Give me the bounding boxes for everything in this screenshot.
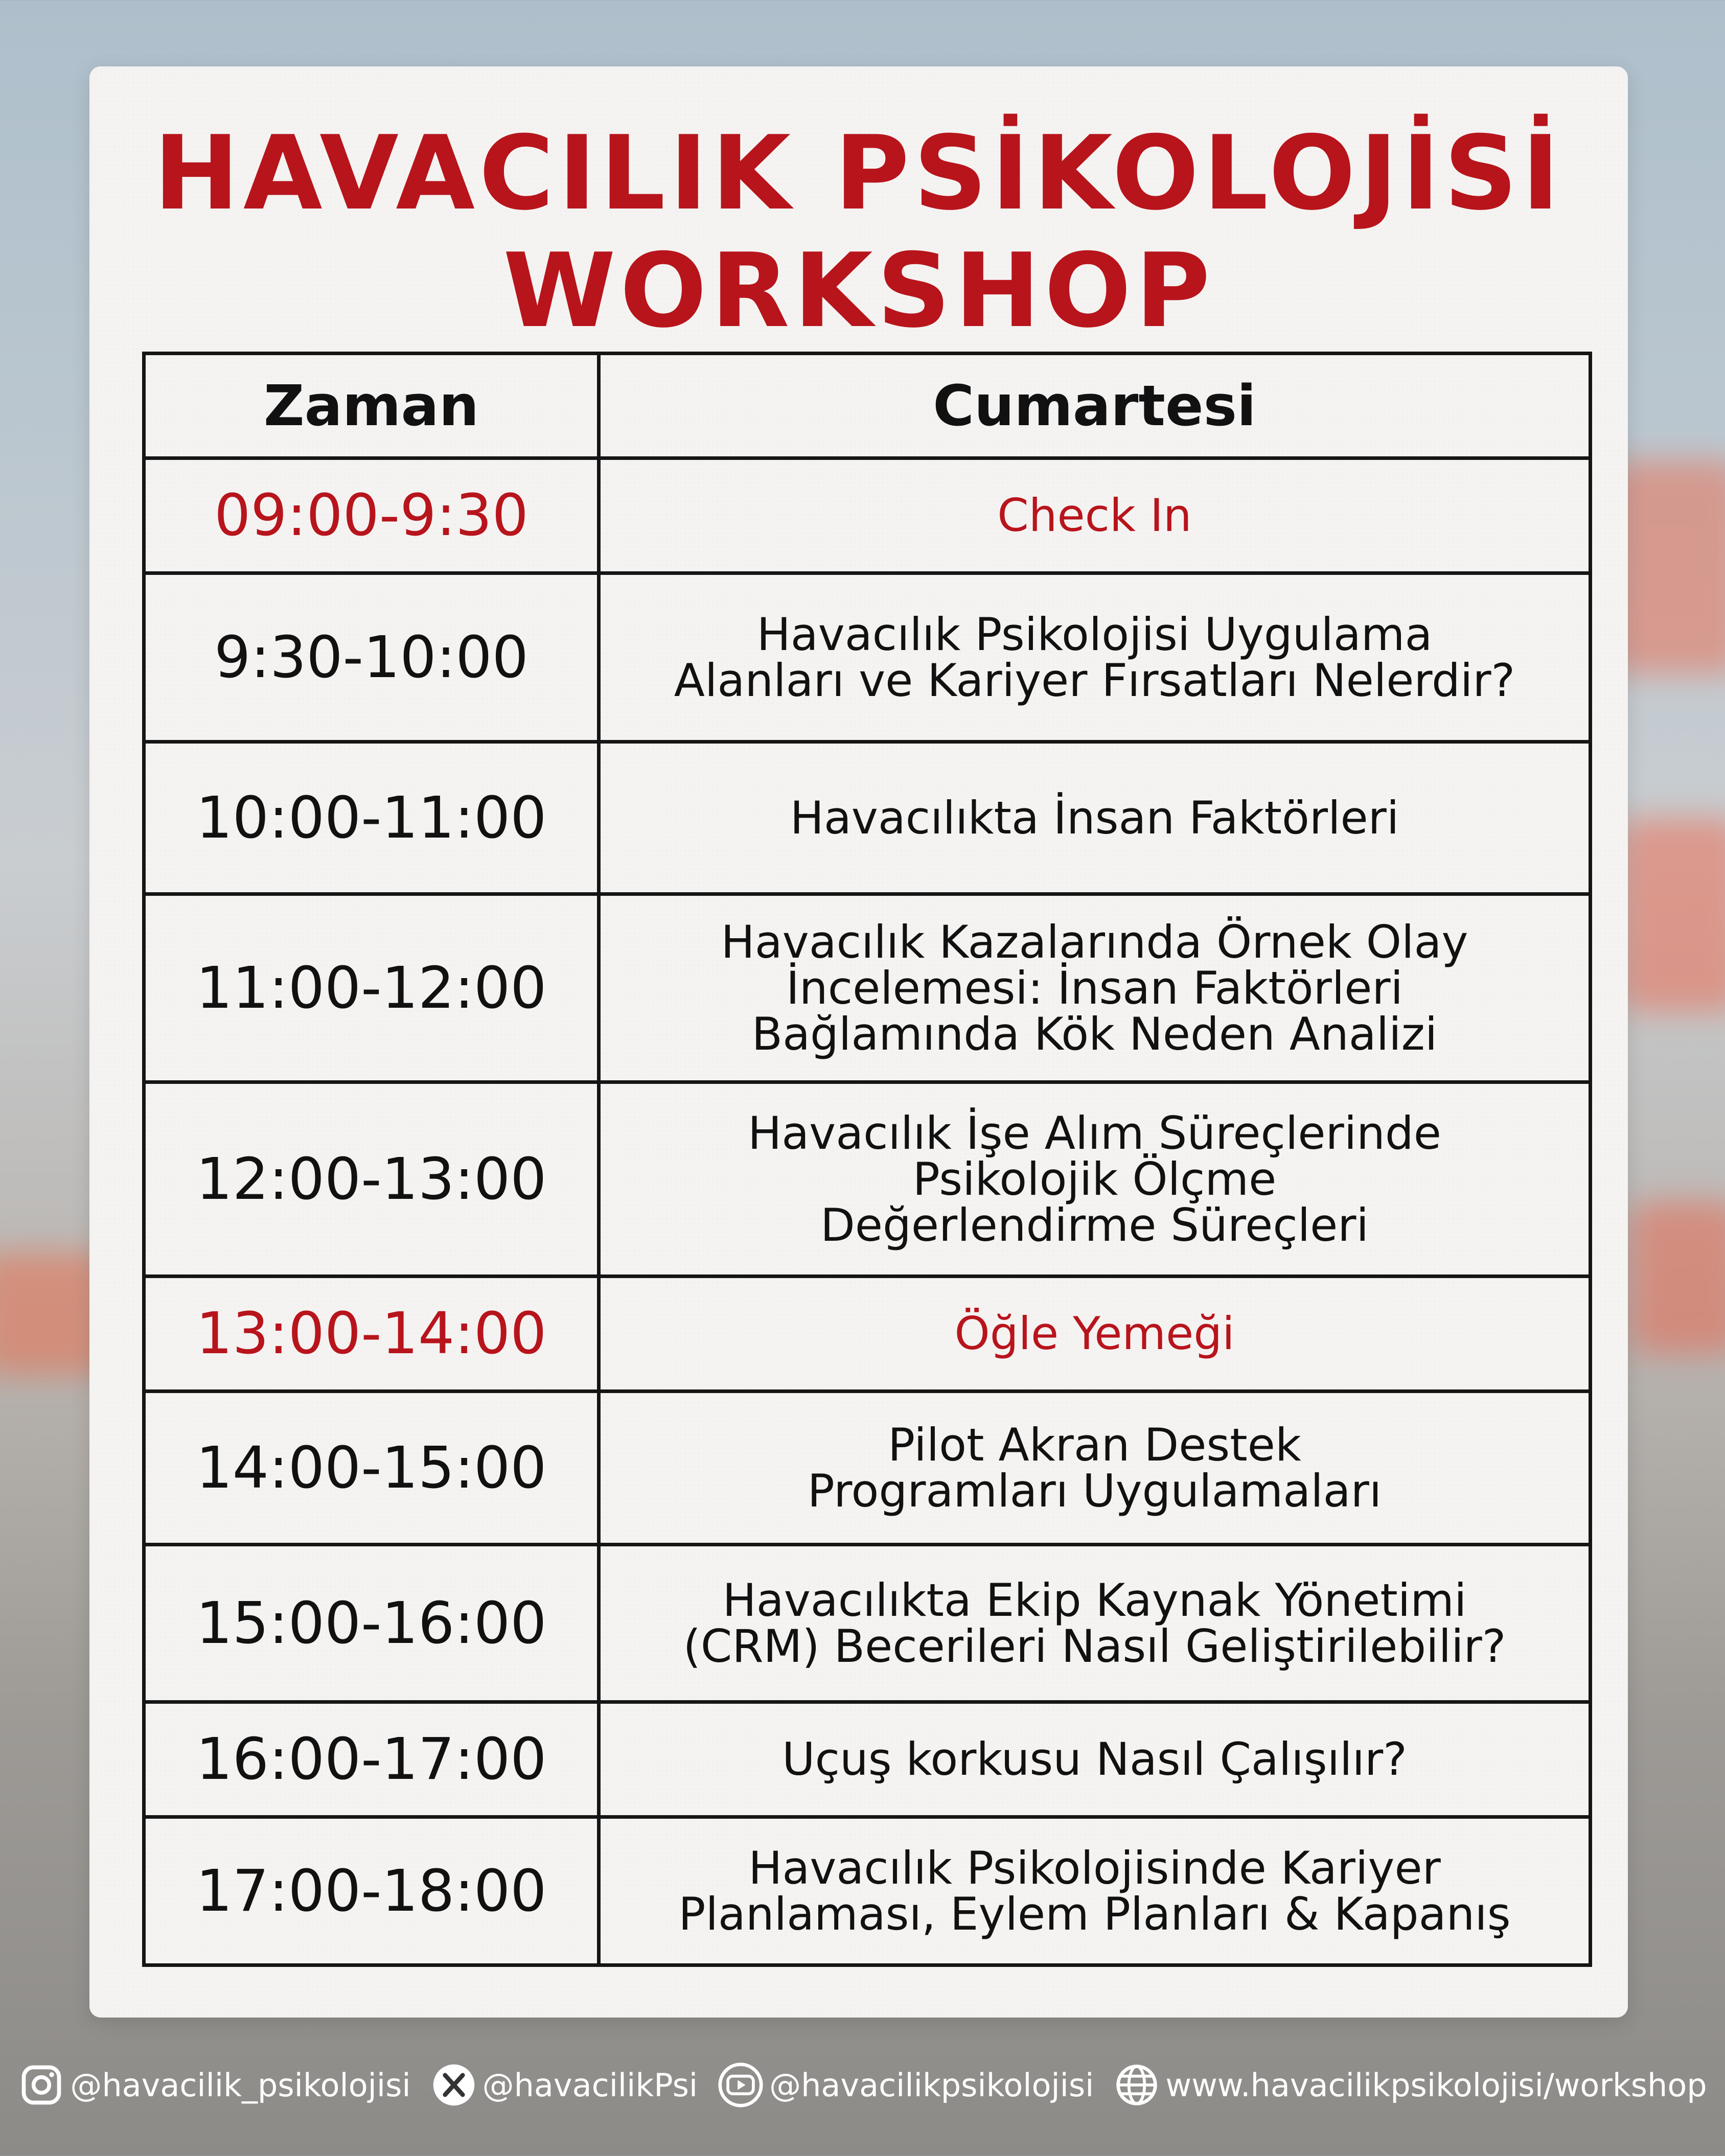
row-time: 09:00-9:30 (144, 458, 599, 573)
row-topic: Havacılıkta İnsan Faktörleri (599, 742, 1591, 894)
table-row (144, 573, 1591, 742)
row-time: 17:00-18:00 (144, 1817, 599, 1965)
row-topic: Havacılık Kazalarında Örnek Olay İncelemesi: İnsan Faktörleri Bağlamında Kök Neden Analizi (599, 894, 1591, 1082)
page-subtitle: WORKSHOP (503, 231, 1214, 351)
row-time: 9:30-10:00 (144, 573, 599, 742)
footer-social-links (0, 2059, 1725, 2111)
row-time: 12:00-13:00 (144, 1082, 599, 1277)
row-time: 15:00-16:00 (144, 1545, 599, 1702)
table-row (144, 1545, 1591, 1702)
row-topic: Uçuş korkusu Nasıl Çalışılır? (599, 1702, 1591, 1817)
header-time: Zaman (144, 354, 599, 458)
table-row (144, 458, 1591, 573)
row-topic: Havacılık Psikolojisi Uygulama Alanları ve Kariyer Fırsatları Nelerdir? (599, 573, 1591, 742)
row-topic: Havacılıkta Ekip Kaynak Yönetimi (CRM) Becerileri Nasıl Geliştirilebilir? (599, 1545, 1591, 1702)
website-url: www.havacilikpsikolojisi/workshop (1165, 2066, 1707, 2104)
x-handle: @havacilikPsi (482, 2066, 698, 2104)
table-row (144, 1392, 1591, 1545)
schedule-table (142, 352, 1592, 1967)
youtube-handle: @havacilikpsikolojisi (769, 2066, 1094, 2104)
instagram-icon (18, 2061, 65, 2108)
x-icon (430, 2061, 477, 2108)
row-topic: Check In (599, 458, 1591, 573)
header-day: Cumartesi (599, 354, 1591, 458)
youtube-icon (717, 2061, 764, 2108)
website-link[interactable] (1113, 2061, 1707, 2108)
table-row (144, 1277, 1591, 1392)
row-topic: Havacılık Psikolojisinde Kariyer Planlaması, Eylem Planları & Kapanış (599, 1817, 1591, 1965)
row-time: 14:00-15:00 (144, 1392, 599, 1545)
globe-icon (1113, 2061, 1160, 2108)
instagram-link[interactable] (18, 2061, 410, 2108)
x-link[interactable] (430, 2061, 698, 2108)
row-time: 10:00-11:00 (144, 742, 599, 894)
row-topic: Havacılık İşe Alım Süreçlerinde Psikolojik Ölçme Değerlendirme Süreçleri (599, 1082, 1591, 1277)
instagram-handle: @havacilik_psikolojisi (70, 2066, 411, 2104)
table-row (144, 1817, 1591, 1965)
row-time: 16:00-17:00 (144, 1702, 599, 1817)
row-time: 13:00-14:00 (144, 1277, 599, 1392)
table-header-row (144, 354, 1591, 458)
table-row (144, 1082, 1591, 1277)
youtube-link[interactable] (717, 2061, 1094, 2108)
row-topic: Öğle Yemeği (599, 1277, 1591, 1392)
row-topic: Pilot Akran Destek Programları Uygulamaları (599, 1392, 1591, 1545)
background-decoration (1630, 1201, 1725, 1354)
table-row (144, 1702, 1591, 1817)
background-decoration (1620, 818, 1725, 1012)
row-time: 11:00-12:00 (144, 894, 599, 1082)
table-row (144, 742, 1591, 894)
table-row (144, 894, 1591, 1082)
page-title: HAVACILIK PSİKOLOJİSİ (153, 114, 1564, 233)
schedule-card (89, 66, 1628, 2018)
